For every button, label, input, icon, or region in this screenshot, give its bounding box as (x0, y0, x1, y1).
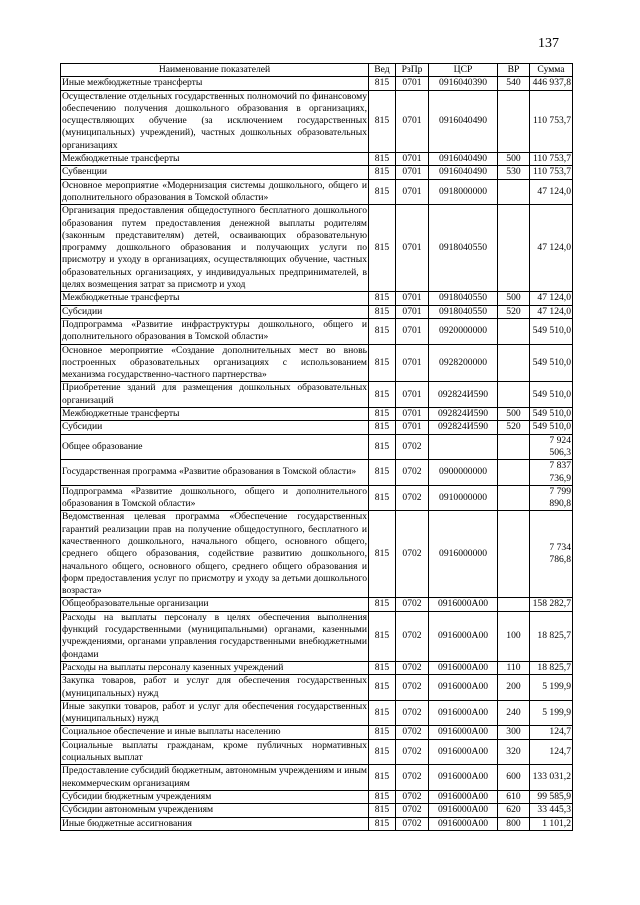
budget-table (60, 63, 573, 831)
table-row (61, 675, 573, 701)
table-row (61, 598, 573, 611)
cell-ved: 815 (369, 90, 396, 152)
cell-vr (498, 318, 530, 344)
cell-rzpr: 0701 (396, 153, 429, 166)
cell-ved: 815 (369, 408, 396, 421)
cell-csr: 092824И590 (429, 382, 498, 408)
cell-csr: 0916040390 (429, 77, 498, 90)
cell-ved: 815 (369, 726, 396, 739)
cell-rzpr: 0701 (396, 90, 429, 152)
cell-ved: 815 (369, 153, 396, 166)
cell-csr: 0916040490 (429, 166, 498, 179)
cell-ved: 815 (369, 765, 396, 791)
cell-ved: 815 (369, 77, 396, 90)
cell-ved: 815 (369, 292, 396, 305)
cell-vr (498, 434, 530, 460)
cell-name: Основное мероприятие «Модернизация системы дошкольного, общего и дополнительного образования в Томской области» (62, 179, 367, 203)
cell-rzpr: 0702 (396, 790, 429, 803)
cell-vr: 200 (498, 675, 530, 701)
cell-ved: 815 (369, 179, 396, 205)
table-row (61, 77, 573, 90)
cell-name: Предоставление субсидий бюджетным, автономным учреждениям и иным некоммерческим организациям (62, 765, 367, 789)
cell-vr: 530 (498, 166, 530, 179)
cell-sum: 110 753,7 (530, 90, 573, 152)
cell-vr: 610 (498, 790, 530, 803)
table-row (61, 790, 573, 803)
cell-rzpr: 0701 (396, 205, 429, 292)
cell-sum: 18 825,7 (530, 661, 573, 674)
cell-sum: 124,7 (530, 726, 573, 739)
cell-vr: 240 (498, 700, 530, 726)
cell-rzpr: 0702 (396, 485, 429, 511)
cell-name: Межбюджетные трансферты (61, 153, 369, 166)
cell-name: Иные бюджетные ассигнования (61, 817, 369, 830)
cell-sum: 549 510,0 (530, 382, 573, 408)
cell-csr: 0916000А00 (429, 817, 498, 830)
cell-sum: 47 124,0 (530, 205, 573, 292)
cell-name: Субсидии бюджетным учреждениям (61, 790, 369, 803)
cell-vr (498, 460, 530, 486)
cell-ved: 815 (369, 434, 396, 460)
table-row (61, 153, 573, 166)
header-name: Наименование показателей (61, 64, 369, 77)
header-csr: ЦСР (429, 64, 498, 77)
cell-csr (429, 434, 498, 460)
cell-name: Иные закупки товаров, работ и услуг для обеспечения государственных (муниципальных) нужд (62, 700, 367, 725)
cell-csr: 0918040550 (429, 292, 498, 305)
cell-sum: 549 510,0 (530, 408, 573, 421)
cell-csr: 0916000А00 (429, 804, 498, 817)
cell-ved: 815 (369, 485, 396, 511)
cell-name: Социальное обеспечение и иные выплаты населению (61, 726, 369, 739)
cell-csr: 0916000А00 (429, 739, 498, 765)
table-row (61, 817, 573, 830)
cell-name: Организация предоставления общедоступного бесплатного дошкольного образования путем предоставления денежной выплаты родителям (законным представителям) детей, осваивающих образовательную программу дошкольного образования и получающих услуги по присмотру и уходу в организациях, осуществляющих обучение, частных образовательных организациях, у индивидуальных предпринимателей, в целях возмещения затрат за присмотр и уход (62, 205, 367, 291)
cell-rzpr: 0702 (396, 460, 429, 486)
cell-rzpr: 0702 (396, 739, 429, 765)
cell-vr: 110 (498, 661, 530, 674)
cell-name: Субсидии (61, 421, 369, 434)
cell-ved: 815 (369, 817, 396, 830)
table-row (61, 804, 573, 817)
cell-csr: 0916000А00 (429, 675, 498, 701)
table-row (61, 344, 573, 382)
cell-ved: 815 (369, 675, 396, 701)
table-row (61, 408, 573, 421)
cell-rzpr: 0702 (396, 700, 429, 726)
cell-ved: 815 (369, 460, 396, 486)
cell-sum: 5 199,9 (530, 700, 573, 726)
cell-rzpr: 0702 (396, 765, 429, 791)
cell-csr: 092824И590 (429, 421, 498, 434)
table-row (61, 179, 573, 205)
cell-name: Иные межбюджетные трансферты (61, 77, 369, 90)
cell-rzpr: 0701 (396, 408, 429, 421)
cell-rzpr: 0701 (396, 166, 429, 179)
cell-vr: 320 (498, 739, 530, 765)
cell-rzpr: 0702 (396, 611, 429, 661)
table-row (61, 434, 573, 460)
cell-csr: 0918000000 (429, 179, 498, 205)
table-row (61, 485, 573, 511)
cell-name: Расходы на выплаты персоналу в целях обеспечения выполнения функций государственными (муниципальными) органами, казенными учреждениями, органами управления государственными внебюджетными фондами (62, 611, 367, 660)
table-row (61, 205, 573, 292)
cell-sum: 7 799 890,8 (530, 485, 573, 511)
cell-sum: 124,7 (530, 739, 573, 765)
cell-ved: 815 (369, 166, 396, 179)
cell-rzpr: 0702 (396, 434, 429, 460)
cell-vr: 540 (498, 77, 530, 90)
cell-name: Осуществление отдельных государственных полномочий по финансовому обеспечению получения дошкольного образования в организациях, осуществляющих обучение (за исключением государственных (муниципальных) учреждений), частных дошкольных образовательных организациях (62, 90, 367, 151)
cell-rzpr: 0701 (396, 77, 429, 90)
cell-name: Социальные выплаты гражданам, кроме публичных нормативных социальных выплат (62, 739, 367, 764)
table-row (61, 765, 573, 791)
cell-vr (498, 485, 530, 511)
header-ved: Вед (369, 64, 396, 77)
table-row (61, 726, 573, 739)
cell-rzpr: 0702 (396, 726, 429, 739)
cell-csr: 0918040550 (429, 205, 498, 292)
cell-ved: 815 (369, 318, 396, 344)
cell-rzpr: 0701 (396, 292, 429, 305)
cell-rzpr: 0701 (396, 305, 429, 318)
cell-ved: 815 (369, 382, 396, 408)
cell-rzpr: 0701 (396, 344, 429, 382)
cell-rzpr: 0702 (396, 804, 429, 817)
cell-csr: 0916000А00 (429, 726, 498, 739)
cell-name: Ведомственная целевая программа «Обеспечение государственных гарантий реализации прав на получение общедоступного, бесплатного и качественного дошкольного, начального общего, основного общего, среднего общего образования, содействие развитию дошкольного, начального общего, основного общего, среднего общего образования и форм предоставления услуг по присмотру и уходу за детьми дошкольного возраста» (62, 511, 367, 597)
cell-ved: 815 (369, 305, 396, 318)
cell-ved: 815 (369, 598, 396, 611)
cell-sum: 549 510,0 (530, 318, 573, 344)
cell-vr (498, 344, 530, 382)
cell-rzpr: 0702 (396, 675, 429, 701)
cell-vr (498, 205, 530, 292)
cell-csr: 0916000А00 (429, 611, 498, 661)
table-row (61, 90, 573, 152)
cell-vr: 520 (498, 421, 530, 434)
table-row (61, 305, 573, 318)
cell-csr: 0916000А00 (429, 765, 498, 791)
cell-sum: 1 101,2 (530, 817, 573, 830)
cell-rzpr: 0702 (396, 598, 429, 611)
cell-rzpr: 0701 (396, 179, 429, 205)
cell-vr (498, 598, 530, 611)
cell-sum: 7 734 786,8 (530, 511, 573, 598)
cell-vr (498, 511, 530, 598)
cell-sum: 158 282,7 (530, 598, 573, 611)
cell-sum: 99 585,9 (530, 790, 573, 803)
cell-vr: 500 (498, 292, 530, 305)
cell-vr: 800 (498, 817, 530, 830)
cell-csr: 0918040550 (429, 305, 498, 318)
cell-sum: 5 199,9 (530, 675, 573, 701)
header-rzpr: РзПр (396, 64, 429, 77)
table-row (61, 611, 573, 661)
cell-ved: 815 (369, 421, 396, 434)
cell-vr: 520 (498, 305, 530, 318)
cell-sum: 549 510,0 (530, 421, 573, 434)
cell-ved: 815 (369, 804, 396, 817)
cell-csr: 0916000000 (429, 511, 498, 598)
cell-csr: 092824И590 (429, 408, 498, 421)
cell-name: Субсидии (61, 305, 369, 318)
cell-ved: 815 (369, 661, 396, 674)
cell-name: Основное мероприятие «Создание дополнительных мест во вновь построенных образовательных организациях с использованием механизма государственно-частного партнерства» (62, 344, 367, 381)
cell-sum: 110 753,7 (530, 166, 573, 179)
cell-name: Субвенции (61, 166, 369, 179)
cell-name: Подпрограмма «Развитие инфраструктуры дошкольного, общего и дополнительного образования в Томской области» (62, 318, 367, 343)
cell-sum: 47 124,0 (530, 292, 573, 305)
cell-ved: 815 (369, 205, 396, 292)
table-row (61, 318, 573, 344)
cell-sum: 133 031,2 (530, 765, 573, 791)
cell-sum: 18 825,7 (530, 611, 573, 661)
cell-rzpr: 0701 (396, 382, 429, 408)
cell-vr (498, 90, 530, 152)
cell-csr: 0916040490 (429, 90, 498, 152)
cell-csr: 0928200000 (429, 344, 498, 382)
cell-ved: 815 (369, 739, 396, 765)
cell-vr (498, 382, 530, 408)
table-body (61, 77, 573, 831)
table-row (61, 421, 573, 434)
cell-csr: 0916040490 (429, 153, 498, 166)
cell-sum: 7 837 736,9 (530, 460, 573, 486)
cell-rzpr: 0702 (396, 511, 429, 598)
cell-vr: 100 (498, 611, 530, 661)
cell-csr: 0900000000 (429, 460, 498, 486)
cell-vr (498, 179, 530, 205)
cell-vr: 500 (498, 408, 530, 421)
cell-ved: 815 (369, 611, 396, 661)
cell-name: Субсидии автономным учреждениям (61, 804, 369, 817)
table-header-row (61, 64, 573, 77)
page-number: 137 (538, 36, 559, 51)
cell-name: Государственная программа «Развитие образования в Томской области» (61, 460, 369, 486)
cell-name: Расходы на выплаты персоналу казенных учреждений (61, 661, 369, 674)
cell-name: Межбюджетные трансферты (61, 408, 369, 421)
table-row (61, 661, 573, 674)
cell-ved: 815 (369, 700, 396, 726)
cell-ved: 815 (369, 511, 396, 598)
cell-rzpr: 0702 (396, 661, 429, 674)
cell-sum: 47 124,0 (530, 305, 573, 318)
cell-csr: 0916000А00 (429, 790, 498, 803)
cell-csr: 0916000А00 (429, 700, 498, 726)
cell-csr: 0920000000 (429, 318, 498, 344)
cell-name: Общеобразовательные организации (61, 598, 369, 611)
cell-vr: 600 (498, 765, 530, 791)
cell-vr: 300 (498, 726, 530, 739)
cell-name: Закупка товаров, работ и услуг для обеспечения государственных (муниципальных) нужд (62, 675, 367, 699)
table-row (61, 292, 573, 305)
cell-csr: 0916000А00 (429, 598, 498, 611)
cell-vr: 620 (498, 804, 530, 817)
header-sum: Сумма (530, 64, 573, 77)
cell-rzpr: 0702 (396, 817, 429, 830)
table-row (61, 511, 573, 598)
cell-sum: 47 124,0 (530, 179, 573, 205)
cell-sum: 549 510,0 (530, 344, 573, 382)
cell-sum: 110 753,7 (530, 153, 573, 166)
table-row (61, 460, 573, 486)
cell-csr: 0916000А00 (429, 661, 498, 674)
cell-sum: 446 937,8 (530, 77, 573, 90)
cell-ved: 815 (369, 790, 396, 803)
cell-name: Межбюджетные трансферты (61, 292, 369, 305)
cell-sum: 33 445,3 (530, 804, 573, 817)
table-row (61, 166, 573, 179)
cell-rzpr: 0701 (396, 421, 429, 434)
cell-ved: 815 (369, 344, 396, 382)
cell-csr: 0910000000 (429, 485, 498, 511)
cell-sum: 7 924 506,3 (530, 434, 573, 460)
table-row (61, 700, 573, 726)
cell-name: Общее образование (61, 434, 369, 460)
cell-vr: 500 (498, 153, 530, 166)
header-vr: ВР (498, 64, 530, 77)
cell-name: Приобретение зданий для размещения дошкольных образовательных организаций (62, 382, 367, 406)
table-row (61, 739, 573, 765)
cell-name: Подпрограмма «Развитие дошкольного, общего и дополнительного образования в Томской области» (62, 485, 367, 510)
table-row (61, 382, 573, 408)
cell-rzpr: 0701 (396, 318, 429, 344)
